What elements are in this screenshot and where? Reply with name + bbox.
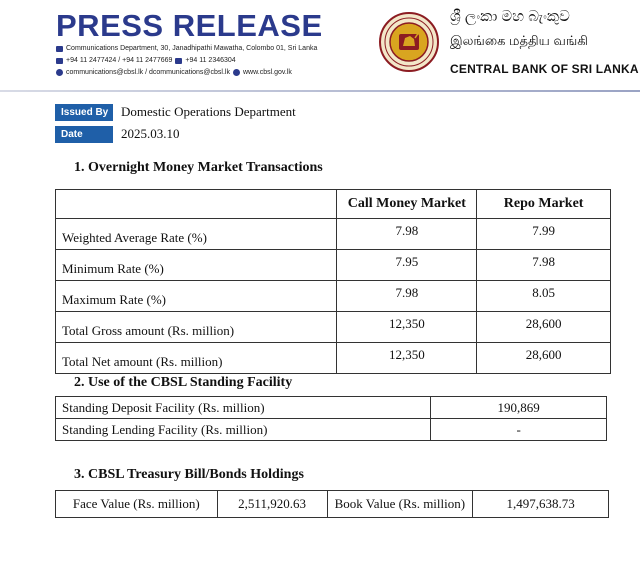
date-value: 2025.03.10	[121, 126, 180, 141]
repo-value: 7.99	[477, 219, 611, 250]
face-value: 2,511,920.63	[217, 491, 327, 518]
row-label: Weighted Average Rate (%)	[56, 219, 337, 250]
phone-text: +94 11 2477424 / +94 11 2477669	[66, 57, 173, 64]
row-label: Standing Lending Facility (Rs. million)	[56, 419, 431, 441]
call-value: 7.95	[337, 250, 477, 281]
table-row	[56, 397, 607, 419]
bank-name-sinhala: ශ්‍රී ලංකා මහ බැංකුව	[450, 8, 570, 25]
phone-icon	[56, 58, 63, 64]
repo-value: 8.05	[477, 281, 611, 312]
repo-value: 28,600	[477, 312, 611, 343]
call-value: 12,350	[337, 312, 477, 343]
date-label: Date	[55, 126, 113, 143]
repo-value: 28,600	[477, 343, 611, 374]
table-row	[56, 219, 611, 250]
website-text[interactable]: www.cbsl.gov.lk	[243, 69, 292, 76]
row-label: Minimum Rate (%)	[56, 250, 337, 281]
row-label: Maximum Rate (%)	[56, 281, 337, 312]
section-1-heading: 1. Overnight Money Market Transactions	[74, 160, 323, 175]
call-value: 12,350	[337, 343, 477, 374]
face-value-label: Face Value (Rs. million)	[56, 491, 218, 518]
issued-by-value: Domestic Operations Department	[121, 104, 296, 119]
table-row	[56, 312, 611, 343]
globe-icon	[233, 69, 240, 76]
treasury-holdings-table	[55, 490, 609, 518]
address-line	[56, 45, 317, 52]
press-release-title: PRESS RELEASE	[56, 8, 323, 43]
section-3-heading: 3. CBSL Treasury Bill/Bonds Holdings	[74, 467, 304, 482]
call-value: 7.98	[337, 281, 477, 312]
facility-value: -	[431, 419, 607, 441]
email-line	[56, 69, 292, 76]
address-text: Communications Department, 30, Janadhipathi Mawatha, Colombo 01, Sri Lanka	[66, 45, 318, 52]
bank-name-tamil: இலங்கை மத்திய வங்கி	[450, 33, 588, 48]
table-row	[56, 419, 607, 441]
fax-text: +94 11 2346304	[185, 57, 236, 64]
book-value: 1,497,638.73	[473, 491, 609, 518]
table-row	[56, 250, 611, 281]
email-icon	[56, 69, 63, 76]
cbsl-seal-icon	[379, 12, 439, 72]
header-call-money: Call Money Market	[337, 190, 477, 219]
fax-icon	[175, 58, 182, 64]
table-row	[56, 491, 609, 518]
call-value: 7.98	[337, 219, 477, 250]
bank-name-english: CENTRAL BANK OF SRI LANKA	[450, 62, 639, 76]
header-cell-empty	[56, 190, 337, 219]
row-label: Standing Deposit Facility (Rs. million)	[56, 397, 431, 419]
phone-line	[56, 57, 236, 64]
standing-facility-table	[55, 396, 607, 441]
repo-value: 7.98	[477, 250, 611, 281]
table-row	[56, 343, 611, 374]
facility-value: 190,869	[431, 397, 607, 419]
row-label: Total Gross amount (Rs. million)	[56, 312, 337, 343]
money-market-table	[55, 189, 611, 374]
issued-by-label: Issued By	[55, 104, 113, 121]
table-row	[56, 281, 611, 312]
table-header-row	[56, 190, 611, 219]
section-2-heading: 2. Use of the CBSL Standing Facility	[74, 375, 293, 390]
email-text[interactable]: communications@cbsl.lk / dcommunications@cbsl.lk	[66, 69, 230, 76]
header-repo: Repo Market	[477, 190, 611, 219]
book-value-label: Book Value (Rs. million)	[327, 491, 473, 518]
mail-icon	[56, 46, 63, 52]
header-divider	[0, 90, 640, 92]
row-label: Total Net amount (Rs. million)	[56, 343, 337, 374]
